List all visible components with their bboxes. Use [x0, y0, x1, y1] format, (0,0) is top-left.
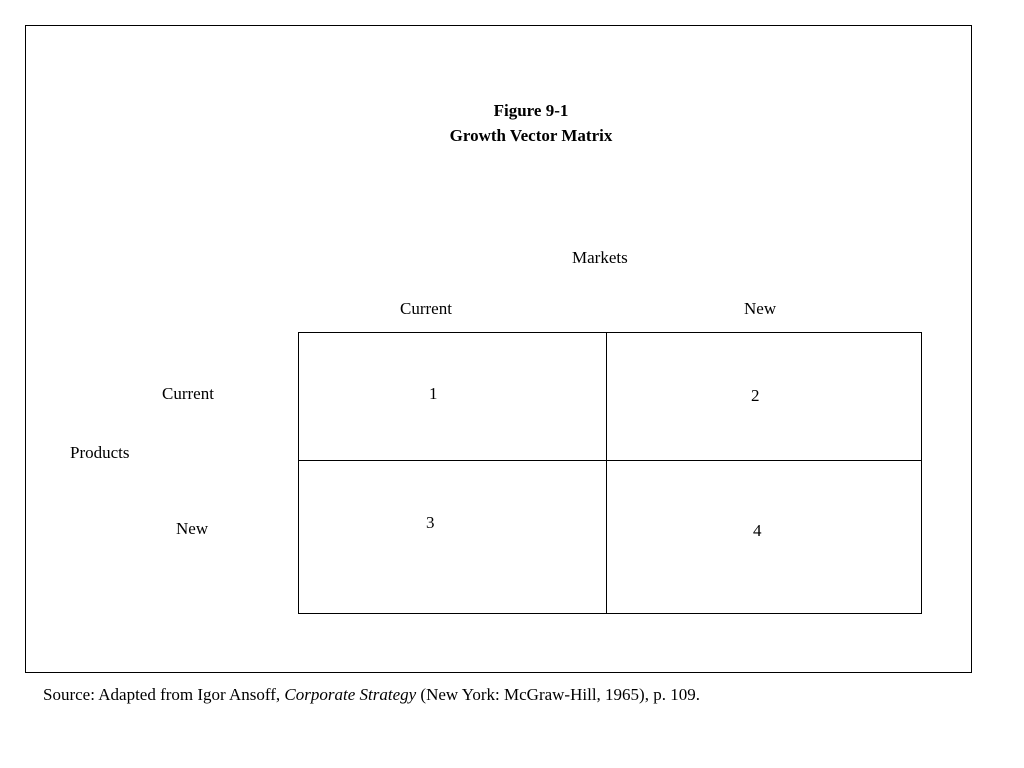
row-header-current: Current — [162, 384, 214, 403]
products-axis-label: Products — [70, 443, 130, 462]
row-header-new: New — [176, 519, 209, 538]
matrix-horizontal-divider — [299, 460, 921, 461]
column-header-current: Current — [400, 299, 452, 318]
markets-axis-label: Markets — [572, 248, 628, 267]
source-citation — [43, 684, 700, 706]
matrix-cell-4: 4 — [753, 521, 762, 540]
figure-title: Growth Vector Matrix — [449, 126, 613, 145]
matrix-cell-2: 2 — [751, 386, 760, 405]
source-prefix: Source: Adapted from Igor Ansoff, — [43, 685, 285, 704]
growth-vector-matrix — [298, 332, 922, 614]
matrix-cell-3: 3 — [426, 513, 435, 532]
matrix-vertical-divider — [606, 333, 607, 613]
figure-number: Figure 9-1 — [493, 101, 569, 120]
column-header-new: New — [744, 299, 777, 318]
source-book-title: Corporate Strategy — [284, 685, 417, 704]
matrix-cell-1: 1 — [429, 384, 438, 403]
source-suffix: (New York: McGraw-Hill, 1965), p. 109. — [416, 685, 700, 704]
